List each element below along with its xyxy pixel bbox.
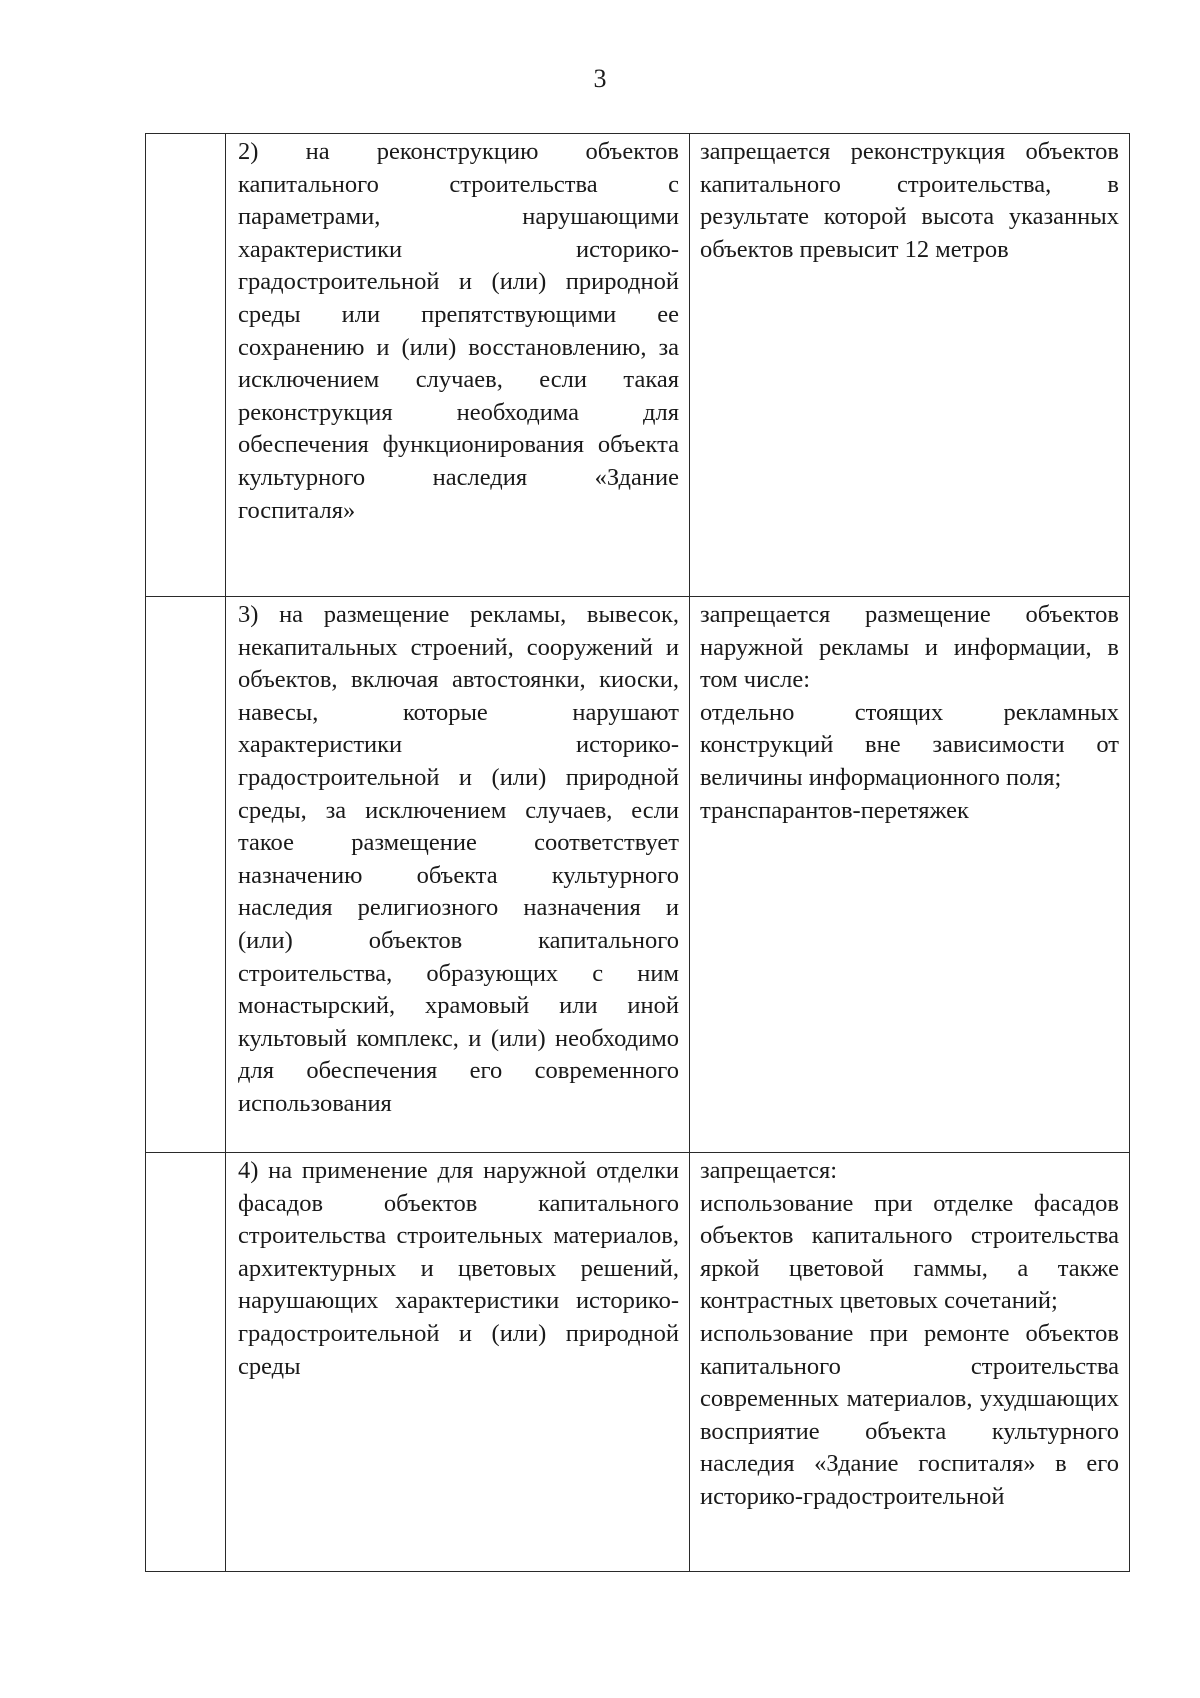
empty-index-cell [146, 1153, 226, 1572]
requirement-cell [226, 597, 690, 1153]
requirement-text: 2) на реконструкцию объектов капитального строительства с параметрами, нарушающими характеристики историко-градостроительной и (или) природной среды или препятствующими ее сохранению и (или) восстановлению, за исключением случаев, если такая реконструкция необходима для обеспечения функционирования объекта культурного наследия «Здание госпиталя» [238, 138, 679, 524]
regulation-cell [690, 134, 1130, 597]
table-row [146, 134, 1130, 597]
regulation-paragraph: транспарантов-перетяжек [700, 796, 969, 824]
regulation-paragraph: запрещается: [700, 1157, 838, 1184]
table-row [146, 597, 1130, 1153]
regulation-paragraph: отдельно стоящих рекламных конструкций вне зависимости от величины информационного поля; [700, 698, 1119, 791]
regulation-paragraph: запрещается размещение объектов наружной рекламы и информации, в том числе: [700, 601, 1119, 694]
requirement-cell [226, 134, 690, 597]
empty-index-cell [146, 597, 226, 1153]
regulation-paragraph: использование при отделке фасадов объектов капитального строительства яркой цветовой гаммы, а также контрастных цветовых сочетаний; [700, 1189, 1119, 1315]
regulations-table [145, 133, 1130, 1572]
requirement-text: 3) на размещение рекламы, вывесок, некапитальных строений, сооружений и объектов, включая автостоянки, киоски, навесы, которые нарушают характеристики историко-градостроительной и (или) природной среды, за исключением случаев, если такое размещение соответствует назначению объекта культурного наследия религиозного назначения и (или) объектов капитального строительства, образующих с ним монастырский, храмовый или иной культовый комплекс, и (или) необходимо для обеспечения его современного использования [238, 601, 679, 1117]
page-number: 3 [593, 64, 607, 93]
regulation-paragraph: запрещается реконструкция объектов капитального строительства, в результате которой высота указанных объектов превысит 12 метров [700, 138, 1119, 263]
table-row [146, 1153, 1130, 1572]
requirement-text: 4) на применение для наружной отделки фасадов объектов капитального строительства строительных материалов, архитектурных и цветовых решений, нарушающих характеристики историко-градостроительной и (или) природной среды [238, 1157, 679, 1380]
empty-index-cell [146, 134, 226, 597]
regulation-cell [690, 1153, 1130, 1572]
regulation-cell [690, 597, 1130, 1153]
requirement-cell [226, 1153, 690, 1572]
regulation-paragraph: использование при ремонте объектов капитального строительства современных материалов, ухудшающих восприятие объекта культурного наследия «Здание госпиталя» в его историко-градостроительной [700, 1319, 1119, 1510]
